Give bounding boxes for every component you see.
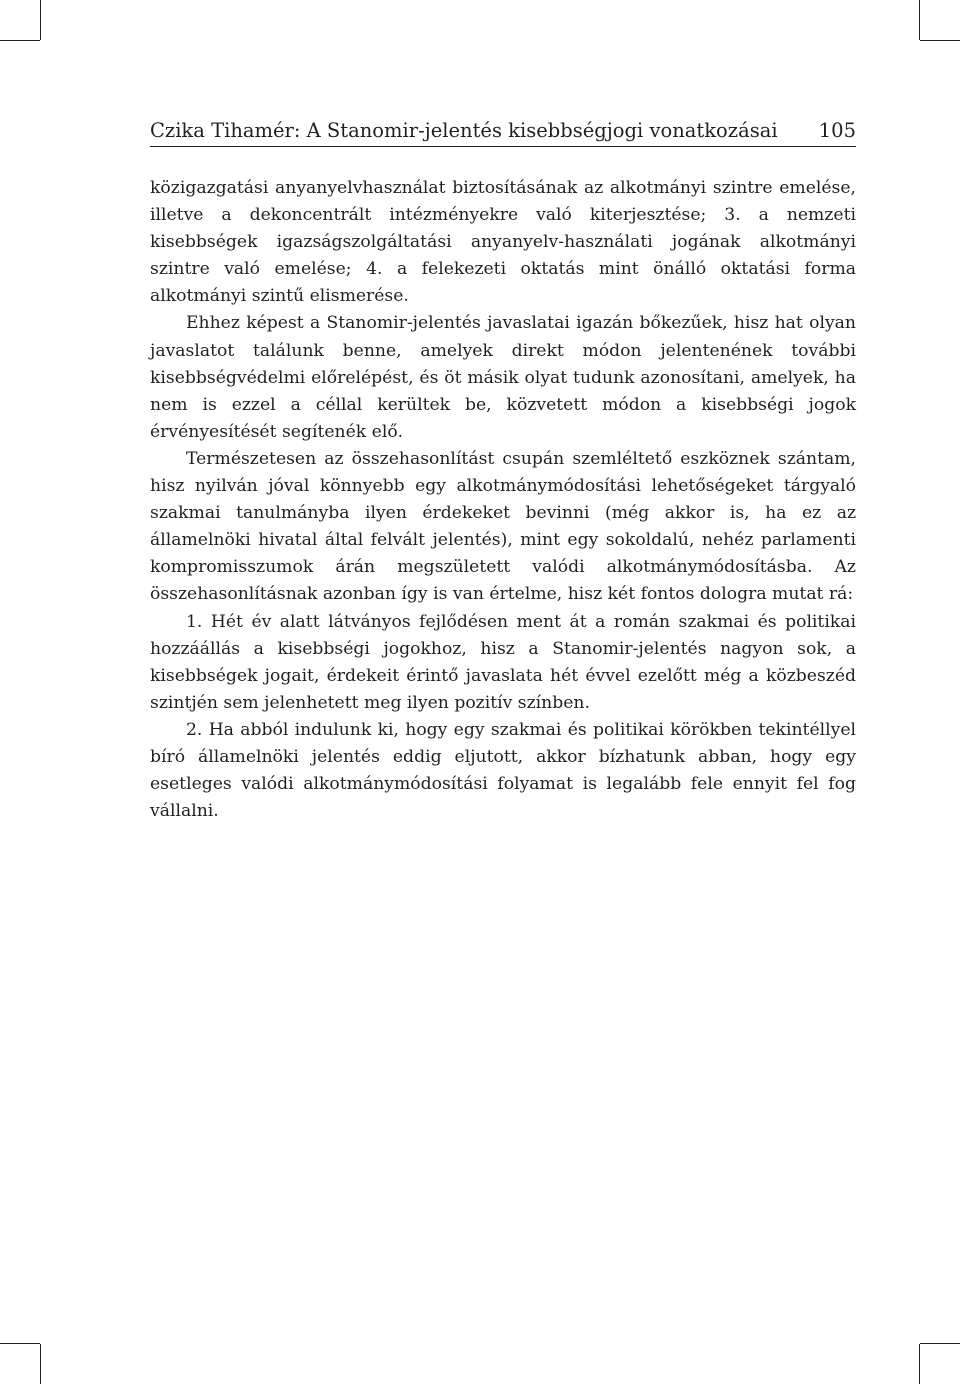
running-header [150, 118, 856, 147]
paragraph: közigazgatási anyanyelvhasználat biztosításának az alkotmányi szintre emelése, illetve a dekoncentrált intézményekre való kiterjesztése; 3. a nemzeti kisebbségek igazságszolgáltatási anyanyelv-használati jogának alkotmányi szintre való emelése; 4. a felekezeti oktatás mint önálló oktatási forma alkotmányi szintű elismerése. [150, 178, 856, 307]
list-item: 2. Ha abból indulunk ki, hogy egy szakmai és politikai körökben tekintéllyel bíró államelnöki jelentés eddig eljutott, akkor bízhatunk abban, hogy egy esetleges valódi alkotmánymódosítási folyamat is legalább fele ennyit fel fog vállalni. [150, 719, 856, 822]
running-title: Czika Tihamér: A Stanomir-jelentés kisebbségjogi vonatkozásai [150, 119, 778, 142]
crop-mark-bottom-left-horizontal [0, 1343, 40, 1344]
crop-mark-top-right-horizontal [920, 40, 960, 41]
paragraph: Természetesen az összehasonlítást csupán szemléltető eszköznek szántam, hisz nyilván jóval könnyebb egy alkotmánymódosítási lehetőségeket tárgyaló szakmai tanulmányba ilyen érdekeket bevinni (még akkor is, ha ez az államelnöki hivatal által felvált jelentés), mint egy sokoldalú, nehéz parlamenti kompromisszumok árán megszületett valódi alkotmánymódosításba. Az összehasonlításnak azonban így is van értelme, hisz két fontos dologra mutat rá: [150, 448, 856, 605]
crop-mark-top-left-vertical [40, 0, 41, 40]
page-number: 105 [818, 119, 856, 142]
crop-mark-bottom-right-horizontal [920, 1343, 960, 1344]
crop-mark-top-left-horizontal [0, 40, 40, 41]
crop-mark-bottom-right-vertical [919, 1344, 920, 1384]
list-item: 1. Hét év alatt látványos fejlődésen ment át a román szakmai és politikai hozzáállás a kisebbségi jogokhoz, hisz a Stanomir-jelentés nagyon sok, a kisebbségek jogait, érdekeit érintő javaslata hét évvel ezelőtt még a közbeszéd szintjén sem jelenhetett meg ilyen pozitív színben. [150, 611, 856, 713]
crop-mark-top-right-vertical [919, 0, 920, 40]
crop-mark-bottom-left-vertical [40, 1344, 41, 1384]
paragraph: Ehhez képest a Stanomir-jelentés javaslatai igazán bőkezűek, hisz hat olyan javaslatot találunk benne, amelyek direkt módon jelentenének további kisebbségvédelmi előrelépést, és öt másik olyat tudunk azonosítani, amelyek, ha nem is ezzel a céllal kerültek be, közvetett módon a kisebbségi jogok érvényesítését segítenék elő. [150, 313, 856, 442]
body-text [150, 175, 856, 825]
